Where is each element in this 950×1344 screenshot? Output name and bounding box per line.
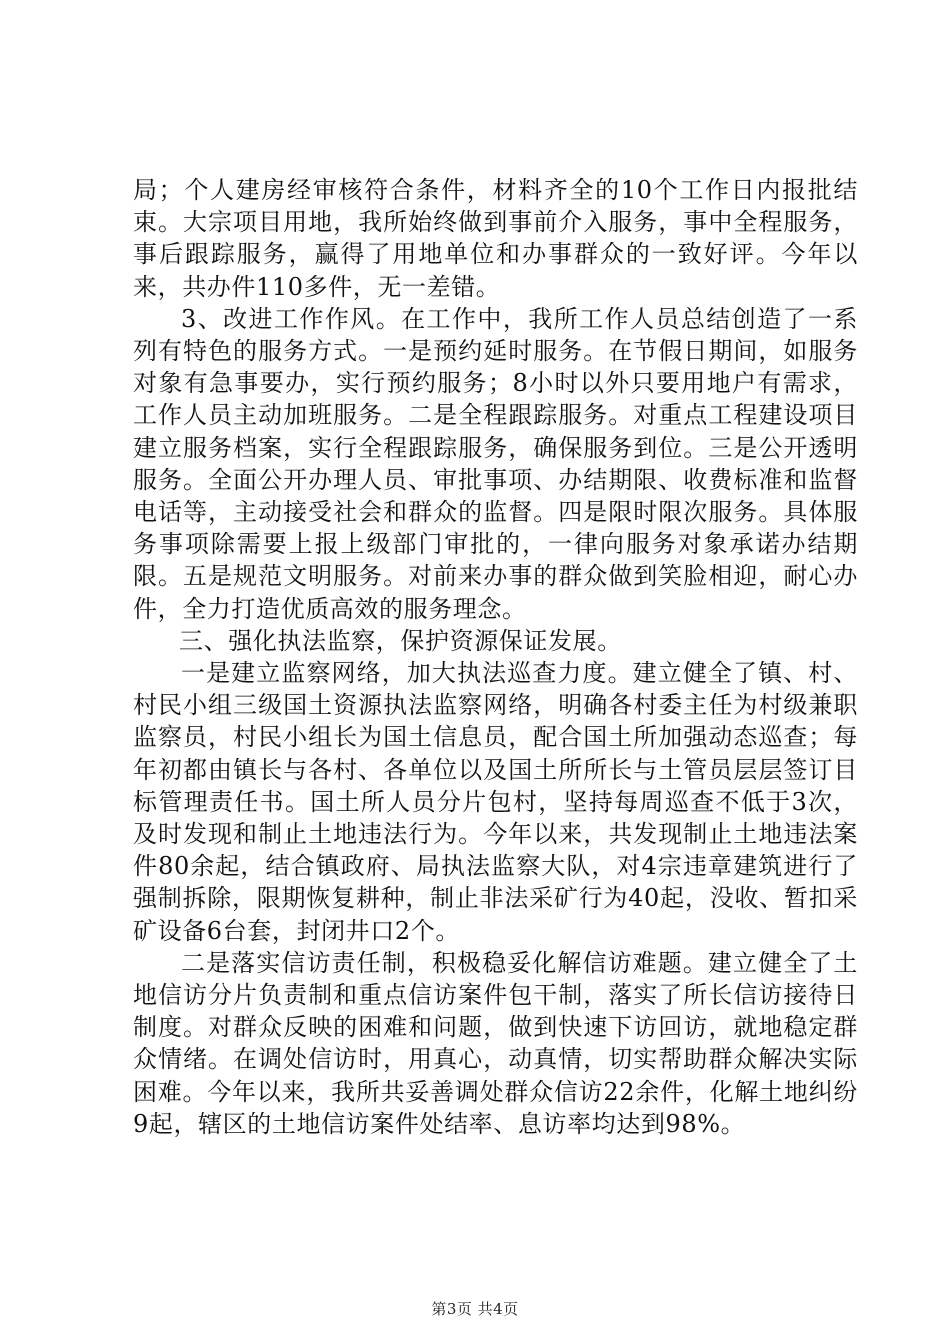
paragraph-continuation: 局；个人建房经审核符合条件，材料齐全的10个工作日内报批结束。大宗项目用地，我所始终做到事前介入服务，事中全程服务，事后跟踪服务，赢得了用地单位和办事群众的一致好评。今年以来，共办件110多件，无一差错。 bbox=[133, 176, 858, 301]
paragraph-work-style: 3、改进工作作风。在工作中，我所工作人员总结创造了一系列有特色的服务方式。一是预约延时服务。在节假日期间，如服务对象有急事要办，实行预约服务；8小时以外只要用地户有需求，工作人员主动加班服务。二是全程跟踪服务。对重点工程建设项目建立服务档案，实行全程跟踪服务，确保服务到位。三是公开透明服务。全面公开办理人员、审批事项、办结期限、收费标准和监督电话等，主动接受社会和群众的监督。四是限时限次服务。具体服务事项除需要上报上级部门审批的，一律向服务对象承诺办结期限。五是规范文明服务。对前来办事的群众做到笑脸相迎，耐心办件，全力打造优质高效的服务理念。 bbox=[133, 304, 858, 623]
paragraph-supervision-network: 一是建立监察网络，加大执法巡查力度。建立健全了镇、村、村民小组三级国土资源执法监察网络，明确各村委主任为村级兼职监察员，村民小组长为国土信息员，配合国土所加强动态巡查；每年初都由镇长与各村、各单位以及国土所所长与土管员层层签订目标管理责任书。国土所人员分片包村，坚持每周巡查不低于3次，及时发现和制止土地违法行为。今年以来，共发现制止土地违法案件80余起，结合镇政府、局执法监察大队，对4宗违章建筑进行了强制拆除，限期恢复耕种，制止非法采矿行为40起，没收、暂扣采矿设备6台套，封闭井口2个。 bbox=[133, 659, 858, 945]
page-footer: 第3页 共4页 bbox=[431, 1300, 519, 1318]
section-heading: 三、强化执法监察，保护资源保证发展。 bbox=[179, 626, 622, 655]
document-body bbox=[133, 174, 858, 1140]
paragraph-petition-responsibility: 二是落实信访责任制，积极稳妥化解信访难题。建立健全了土地信访分片负责制和重点信访案件包干制，落实了所长信访接待日制度。对群众反映的困难和问题，做到快速下访回访，就地稳定群众情绪。在调处信访时，用真心，动真情，切实帮助群众解决实际困难。今年以来，我所共妥善调处群众信访22余件，化解土地纠纷9起，辖区的土地信访案件处结率、息访率均达到98%。 bbox=[133, 948, 858, 1138]
